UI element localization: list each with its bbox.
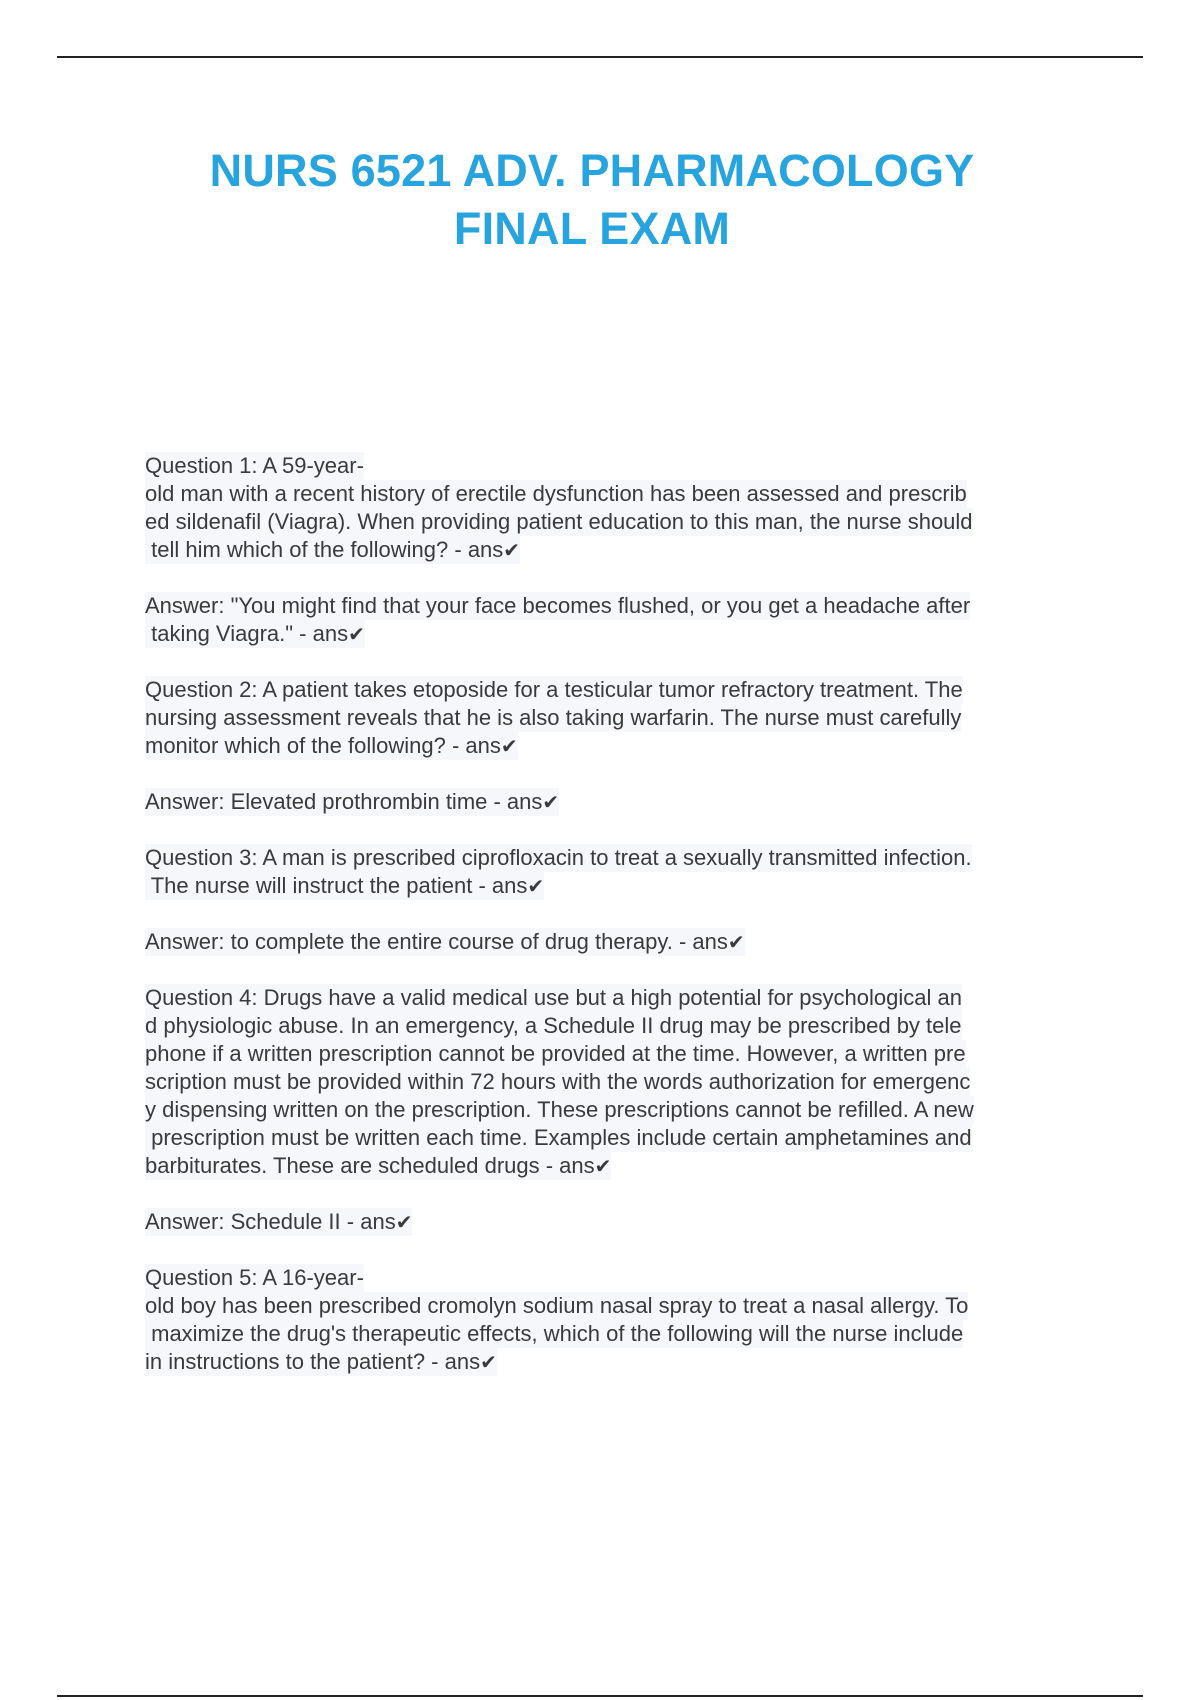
text-line [145, 1068, 970, 1096]
footer-rule [57, 1695, 1143, 1697]
checkmark-icon: ✔ [727, 930, 745, 954]
line-text: Answer: "You might find that your face becomes flushed, or you get a headache after [145, 593, 971, 618]
text-line [145, 480, 967, 508]
page-title [0, 142, 1184, 258]
line-text: y dispensing written on the prescription. These prescriptions cannot be refilled. A new [145, 1097, 974, 1122]
text-line [145, 844, 972, 872]
line-text: ed sildenafil (Viagra). When providing patient education to this man, the nurse should [145, 509, 973, 534]
line-text: old man with a recent history of erectile dysfunction has been assessed and prescrib [145, 481, 967, 506]
text-line [145, 1012, 962, 1040]
ans-marker: - ans [539, 1153, 595, 1178]
question-block [145, 984, 1100, 1180]
qa-list [145, 452, 1100, 1404]
text-line [145, 788, 559, 816]
text-line [145, 1152, 611, 1180]
checkmark-icon: ✔ [500, 734, 518, 758]
checkmark-icon: ✔ [395, 1210, 413, 1234]
title-line-2: FINAL EXAM [453, 203, 731, 254]
question-block [145, 1264, 1100, 1376]
text-line [145, 536, 520, 564]
text-line [145, 508, 973, 536]
checkmark-icon: ✔ [542, 790, 560, 814]
question-block [145, 676, 1100, 760]
answer-block [145, 928, 1100, 956]
ans-marker: - ans [472, 873, 528, 898]
line-text: scription must be provided within 72 hours with the words authorization for emergenc [145, 1069, 971, 1094]
text-line [145, 1348, 497, 1376]
text-line [145, 620, 365, 648]
line-text: barbiturates. These are scheduled drugs [145, 1153, 540, 1178]
line-text: Question 3: A man is prescribed ciprofloxacin to treat a sexually transmitted infection. [145, 845, 972, 870]
text-line [145, 1264, 364, 1292]
answer-block [145, 788, 1100, 816]
ans-marker: - ans [425, 1349, 481, 1374]
ans-marker: - ans [448, 537, 504, 562]
checkmark-icon: ✔ [527, 874, 545, 898]
text-line [145, 676, 963, 704]
answer-block [145, 1208, 1100, 1236]
text-line [145, 1292, 968, 1320]
ans-marker: - ans [293, 621, 349, 646]
text-line [145, 452, 364, 480]
question-block [145, 452, 1100, 564]
line-text: Question 2: A patient takes etoposide for a testicular tumor refractory treatment. The [145, 677, 963, 702]
line-text: phone if a written prescription cannot be provided at the time. However, a written pre [145, 1041, 966, 1066]
line-text: nursing assessment reveals that he is also taking warfarin. The nurse must carefully [145, 705, 962, 730]
text-line [145, 1124, 972, 1152]
checkmark-icon: ✔ [480, 1350, 497, 1374]
line-text: Answer: to complete the entire course of drug therapy. [145, 929, 673, 954]
line-text: The nurse will instruct the patient [145, 873, 473, 898]
checkmark-icon: ✔ [594, 1154, 612, 1178]
text-line [145, 928, 745, 956]
checkmark-icon: ✔ [348, 622, 365, 646]
title-line-1: NURS 6521 ADV. PHARMACOLOGY [209, 145, 975, 196]
ans-marker: - ans [340, 1209, 396, 1234]
text-line [145, 732, 518, 760]
ans-marker: - ans [487, 789, 543, 814]
ans-marker: - ans [672, 929, 728, 954]
checkmark-icon: ✔ [503, 538, 521, 562]
line-text: taking Viagra." [145, 621, 294, 646]
line-text: Question 1: A 59-year- [145, 453, 364, 478]
text-line [145, 1040, 966, 1068]
line-text: maximize the drug's therapeutic effects, which of the following will the nurse include [145, 1321, 964, 1346]
line-text: d physiologic abuse. In an emergency, a Schedule II drug may be prescribed by tele [145, 1013, 962, 1038]
line-text: in instructions to the patient? [145, 1349, 426, 1374]
ans-marker: - ans [445, 733, 501, 758]
line-text: old boy has been prescribed cromolyn sodium nasal spray to treat a nasal allergy. To [145, 1293, 969, 1318]
line-text: prescription must be written each time. Examples include certain amphetamines and [145, 1125, 972, 1150]
line-text: tell him which of the following? [145, 537, 449, 562]
text-line [145, 1096, 974, 1124]
text-line [145, 704, 961, 732]
header-rule [57, 56, 1143, 58]
text-line [145, 872, 544, 900]
line-text: Question 4: Drugs have a valid medical use but a high potential for psychological an [145, 985, 962, 1010]
question-block [145, 844, 1100, 900]
text-line [145, 592, 970, 620]
text-line [145, 1320, 963, 1348]
text-line [145, 984, 962, 1012]
line-text: monitor which of the following? [145, 733, 446, 758]
line-text: Question 5: A 16-year- [145, 1265, 364, 1290]
line-text: Answer: Elevated prothrombin time [145, 789, 488, 814]
answer-block [145, 592, 1100, 648]
line-text: Answer: Schedule II [145, 1209, 341, 1234]
text-line [145, 1208, 412, 1236]
